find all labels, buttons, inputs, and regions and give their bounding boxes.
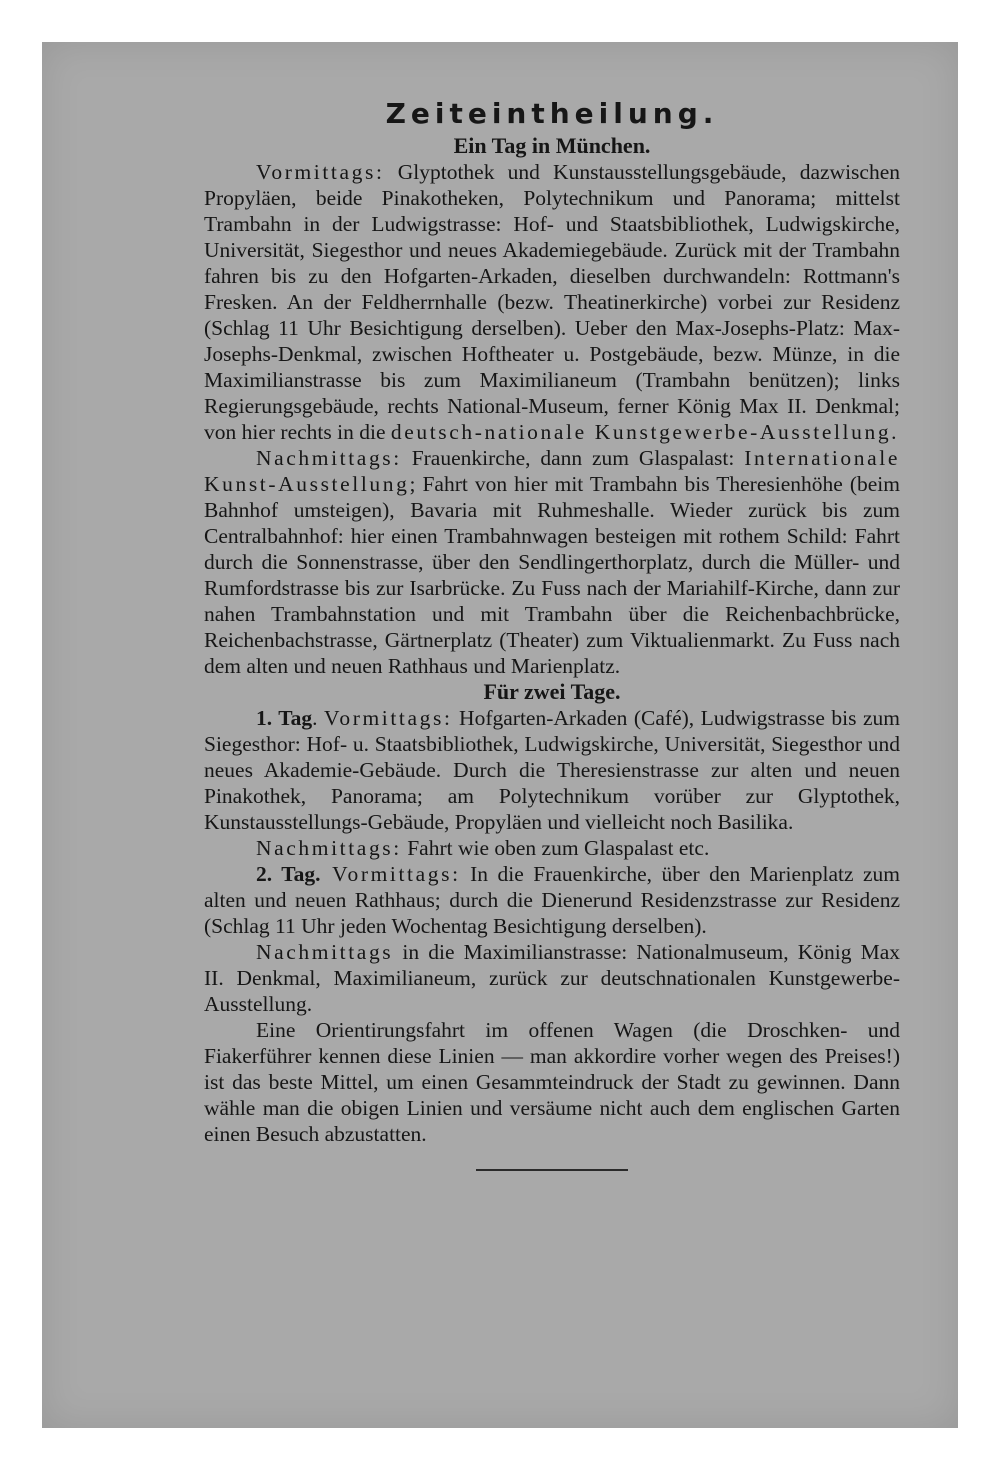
text-block	[204, 97, 900, 1171]
paragraph-text: ; Fahrt von hier mit Trambahn bis Theresienhöhe (beim Bahnhof umsteigen), Bavaria mit Ruhmeshalle. Wieder zurück bis zum Centralbahnhof: hier einen Trambahnwagen besteigen mit rothem Schild: Fahrt durch die Sonnenstrasse, über den Sendlingerthorplatz, durch die Müller- und Rumfordstrasse bis zur Isarbrücke. Zu Fuss nach der Mariahilf-Kirche, dann zur nahen Trambahnstation und mit Trambahn über die Reichenbachbrücke, Reichenbachstrasse, Gärtnerplatz (Theater) zum Viktualienmarkt. Zu Fuss nach dem alten und neuen Rathhaus und Marienplatz.	[204, 472, 900, 678]
paragraph-text: Eine Orientirungsfahrt im offenen Wagen (die Droschken- und Fiakerführer kennen diese Linien — man akkordire vorher wegen des Preises!) ist das beste Mittel, um einen Gesammteindruck der Stadt zu gewinnen. Dann wähle man die obigen Linien und versäume nicht auch dem englischen Garten einen Besuch abzustatten.	[204, 1018, 900, 1146]
paragraph-orientation-ride	[204, 1017, 900, 1147]
label-vormittags: Vormittags:	[256, 160, 385, 184]
paragraph-text: Hofgarten-Arkaden (Café), Ludwigstrasse bis zum Siegesthor: Hof- u. Staatsbibliothek, Ludwigskirche, Universität, Siegesthor und neues Akademie-Gebäude. Durch die Theresienstrasse zur alten und neuen Pinakothek, Panorama; am Polytechnikum vorüber zur Glyptothek, Kunstausstellungs-Gebäude, Propyläen und vielleicht noch Basilika.	[204, 706, 900, 834]
paragraph-text: Frauenkirche, dann zum Glaspalast:	[401, 446, 745, 470]
section-heading-two-days: Für zwei Tage.	[483, 679, 621, 704]
label-nachmittags: Nachmittags:	[256, 836, 402, 860]
paragraph-text: Fahrt wie oben zum Glaspalast etc.	[401, 836, 710, 860]
page-title: Zeiteintheilung.	[385, 97, 719, 130]
label-vormittags: Vormittags:	[320, 862, 461, 886]
paragraph-day-two-morning	[204, 861, 900, 939]
day-label: 2. Tag.	[256, 862, 321, 886]
paragraph-text: In die Frauenkirche, über den Marienplatz zum alten und neuen Rathhaus; durch die Dienerund Residenzstrasse zur Residenz (Schlag 11 Uhr jeden Wochentag Besichtigung derselben).	[204, 862, 900, 938]
label-nachmittags: Nachmittags	[256, 940, 394, 964]
scanned-page	[42, 42, 958, 1428]
paragraph-day-one-afternoon	[204, 835, 900, 861]
spaced-emphasis: deutsch-nationale Kunstgewerbe-Ausstellung.	[390, 420, 900, 444]
spaced-emphasis: Internationale Kunst-Ausstellung	[204, 446, 900, 496]
paragraph-one-day-morning	[204, 159, 900, 445]
separator: .	[312, 706, 324, 730]
paragraph-text: Glyptothek und Kunstausstellungsgebäude, dazwischen Propyläen, beide Pinakotheken, Polytechnikum und Panorama; mittelst Trambahn in der Ludwigstrasse: Hof- und Staatsbibliothek, Ludwigskirche, Universität, Siegesthor und neues Akademiegebäude. Zurück mit der Trambahn fahren bis zu den Hofgarten-Arkaden, dieselben durchwandeln: Rottmann's Fresken. An der Feldherrnhalle (bezw. Theatinerkirche) vorbei zur Residenz (Schlag 11 Uhr Besichtigung derselben). Ueber den Max-Josephs-Platz: Max-Josephs-Denkmal, zwischen Hoftheater u. Postgebäude, bezw. Münze, in die Maximilianstrasse bis zum Maximilianeum (Trambahn benützen); links Regierungsgebäude, rechts National-Museum, ferner König Max II. Denkmal; von hier rechts in die	[204, 160, 900, 444]
paragraph-text: in die Maximilianstrasse: Nationalmuseum, König Max II. Denkmal, Maximilianeum, zurück zur deutschnationalen Kunstgewerbe-Ausstellung.	[204, 940, 900, 1016]
paragraph-one-day-afternoon	[204, 445, 900, 679]
paragraph-day-one-morning	[204, 705, 900, 835]
day-label: 1. Tag	[256, 706, 313, 730]
label-vormittags: Vormittags:	[324, 706, 453, 730]
section-heading-one-day: Ein Tag in München.	[453, 133, 651, 158]
closing-rule	[476, 1169, 628, 1171]
paragraph-day-two-afternoon	[204, 939, 900, 1017]
label-nachmittags: Nachmittags:	[256, 446, 402, 470]
